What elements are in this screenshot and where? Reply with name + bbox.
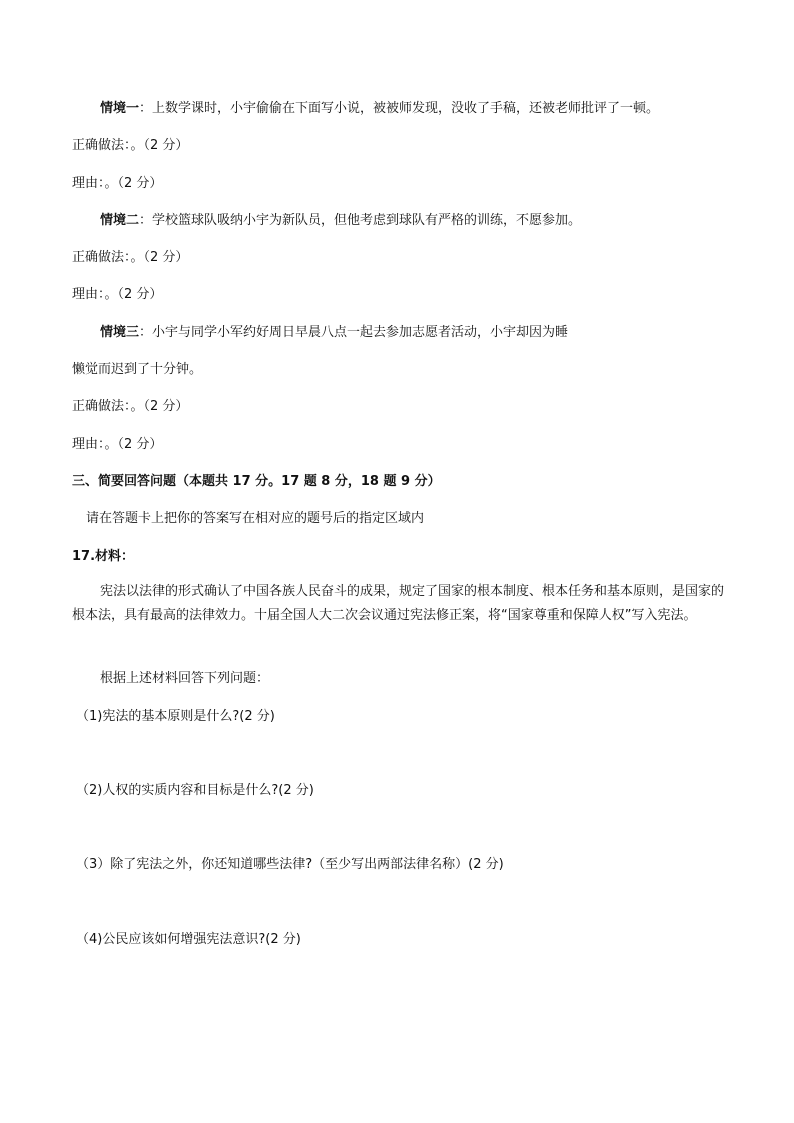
scenario-1-text: ：上数学课时，小宇偷偷在下面写小说，被被师发现，没收了手稿，还被老师批评了一顿。 [139, 101, 660, 116]
scenario-2-text: ：学校篮球队吸纳小宇为新队员，但他考虑到球队有严格的训练，不愿参加。 [139, 213, 582, 228]
scenario-2-correct-practice: 正确做法：。（2 分） [72, 250, 189, 265]
scenario-3-correct-practice: 正确做法：。（2 分） [72, 399, 189, 414]
scenario-1-line [100, 100, 659, 117]
question-17-sub-1: （1)宪法的基本原则是什么?(2 分) [76, 709, 275, 724]
scenario-3-title: 情境三 [100, 325, 140, 340]
scenario-1-title: 情境一 [100, 101, 140, 116]
question-17-sub-3: （3）除了宪法之外，你还知道哪些法律?（至少写出两部法律名称）(2 分) [76, 857, 504, 872]
question-17-label: 17.材料： [72, 549, 135, 564]
scenario-2-reason: 理由：。（2 分） [72, 287, 163, 302]
section-3-heading: 三、简要回答问题（本题共 17 分。17 题 8 分，18 题 9 分） [72, 474, 441, 489]
scenario-1-reason: 理由：。（2 分） [72, 176, 163, 191]
question-17-material: 宪法以法律的形式确认了中国各族人民奋斗的成果，规定了国家的根本制度、根本任务和基本原则，是国家的根本法，具有最高的法律效力。十届全国人大二次会议通过宪法修正案，将“国家尊重和保障人权”写入宪法。 [72, 584, 725, 623]
scenario-1-correct-practice: 正确做法：。（2 分） [72, 138, 189, 153]
scenario-3-line [100, 324, 568, 341]
scenario-3-reason: 理由：。（2 分） [72, 437, 163, 452]
question-17-prompt: 根据上述材料回答下列问题： [100, 671, 270, 686]
section-3-instruction: 请在答题卡上把你的答案写在相对应的题号后的指定区域内 [86, 511, 425, 526]
scenario-2-line [100, 212, 581, 229]
scenario-3-text: ：小宇与同学小军约好周日早晨八点一起去参加志愿者活动，小宇却因为睡 [139, 325, 569, 340]
question-17-sub-4: （4)公民应该如何增强宪法意识?(2 分) [76, 932, 301, 947]
scenario-3-text-continued: 懒觉而迟到了十分钟。 [72, 362, 203, 377]
scenario-2-title: 情境二 [100, 213, 140, 228]
question-17-sub-2: （2)人权的实质内容和目标是什么?(2 分) [76, 783, 314, 798]
